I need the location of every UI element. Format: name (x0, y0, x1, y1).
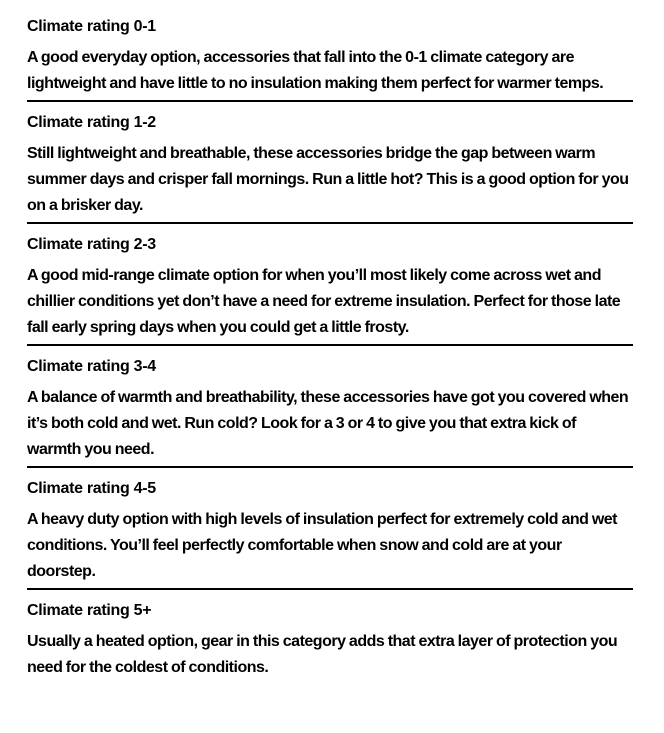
section-heading: Climate rating 5+ (27, 602, 152, 619)
section-divider (27, 588, 633, 590)
section-climate-rating-3-4 (27, 357, 633, 468)
section-heading: Climate rating 1-2 (27, 114, 156, 131)
section-heading: Climate rating 0-1 (27, 18, 156, 35)
section-body: Still lightweight and breathable, these accessories bridge the gap between warm summer days and crisper fall mornings. Run a little hot? This is a good option for you on a brisker day. (27, 145, 629, 214)
section-divider (27, 344, 633, 346)
section-body: A good mid-range climate option for when you’ll most likely come across wet and chillier conditions yet don’t have a need for extreme insulation. Perfect for those late fall early spring days when you could get a little frosty. (27, 267, 621, 336)
section-body: A heavy duty option with high levels of insulation perfect for extremely cold and wet conditions. You’ll feel perfectly comfortable when snow and cold are at your doorstep. (27, 511, 618, 580)
section-climate-rating-1-2 (27, 113, 633, 224)
section-climate-rating-5-plus (27, 601, 633, 681)
section-divider (27, 466, 633, 468)
section-climate-rating-2-3 (27, 235, 633, 346)
section-heading: Climate rating 3-4 (27, 358, 156, 375)
section-body: A balance of warmth and breathability, these accessories have got you covered when it’s both cold and wet. Run cold? Look for a 3 or 4 to give you that extra kick of warmth you need. (27, 389, 629, 458)
section-body: Usually a heated option, gear in this category adds that extra layer of protection you need for the coldest of conditions. (27, 633, 618, 676)
section-divider (27, 222, 633, 224)
section-divider (27, 100, 633, 102)
section-climate-rating-4-5 (27, 479, 633, 590)
section-heading: Climate rating 4-5 (27, 480, 156, 497)
section-heading: Climate rating 2-3 (27, 236, 156, 253)
section-body: A good everyday option, accessories that fall into the 0-1 climate category are lightweight and have little to no insulation making them perfect for warmer temps. (27, 49, 604, 92)
section-climate-rating-0-1 (27, 17, 633, 102)
